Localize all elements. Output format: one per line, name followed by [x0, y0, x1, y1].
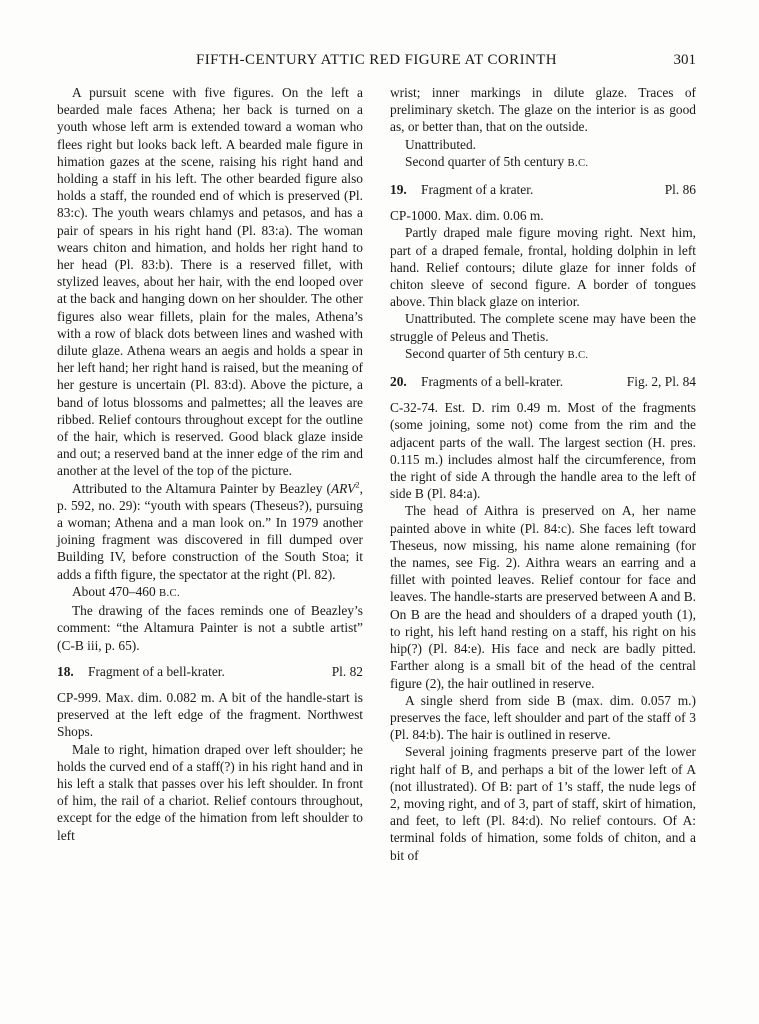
date-text: About 470–460 — [72, 583, 160, 599]
entry-19-heading — [390, 181, 696, 198]
entry-20-description-3: Several joining fragments preserve part of the lower right half of B, and perhaps a bit of the lower left of A (not illustrated). Of B: part of 1’s staff, the nude legs of 2, moving right, and of 3, part of staff, skirt of himation, and feet, to left (Pl. 84:d). No relief contours. Of A: terminal folds of himation, some folds of chiton, and a bit of — [390, 744, 696, 863]
entry-20-number: 20. — [390, 374, 407, 390]
entry-19-description: Partly draped male figure moving right. Next him, part of a draped female, frontal, holding dolphin in left hand. Relief contours; dilute glaze for inner folds of chiton sleeve of second figure. A border of tongues above. Thin black glaze on interior. — [390, 225, 696, 310]
running-head — [57, 52, 696, 72]
entry-18-unattributed: Unattributed. — [405, 136, 477, 152]
right-column — [390, 84, 696, 864]
left-column — [57, 84, 363, 864]
entry-20-plate-ref: Fig. 2, Pl. 84 — [626, 374, 696, 390]
page-number: 301 — [673, 52, 696, 68]
date-bc: B.C. — [567, 348, 589, 361]
citation-arv: ARV — [330, 480, 356, 496]
entry-19-plate-ref: Pl. 86 — [664, 182, 696, 198]
entry-20-details: C-32-74. Est. D. rim 0.49 m. Most of the fragments (some joining, some not) come from the rim and the adjacent parts of the wall. The largest section (H. pres. 0.115 m.) includes almost half the circumference, from the right of side A through the handle area to the left of side B (Pl. 84:a). — [390, 400, 696, 502]
page-title: FIFTH-CENTURY ATTIC RED FIGURE AT CORINTH — [195, 52, 557, 68]
date-bc: B.C. — [567, 156, 589, 169]
entry-18-number: 18. — [57, 663, 74, 679]
paragraph-beazley-comment: The drawing of the faces reminds one of Beazley’s comment: “the Altamura Painter is not a subtle artist” (C-B iii, p. 65). — [57, 603, 363, 653]
text-columns — [57, 84, 696, 864]
entry-20-title: Fragments of a bell-krater. — [421, 374, 564, 390]
entry-20-description-1: The head of Aithra is preserved on A, her name painted above in white (Pl. 84:c). She faces left toward Theseus, now missing, his name alone remaining (for the names, see Fig. 2). Aithra wears an earring and a fillet with pointed leaves. Relief contour for face and leaves. The handle-starts are preserved between A and B. On B are the head and shoulders of a draped youth (1), to right, his left hand resting on a staff, his right on his hip(?) (Pl. 84:e). His face and neck are badly pitted. Farther along is a small bit of the head of the central figure (2), the hair outlined in reserve. — [390, 503, 696, 691]
entry-18-plate-ref: Pl. 82 — [331, 663, 363, 679]
entry-20-description-2: A single sherd from side B (max. dim. 0.057 m.) preserves the face, left shoulder and part of the staff of 3 (Pl. 84:b). The hair is outlined in reserve. — [390, 692, 696, 743]
entry-19-title: Fragment of a krater. — [421, 182, 534, 198]
entry-19-number: 19. — [390, 182, 407, 198]
entry-19-attribution: Unattributed. The complete scene may have been the struggle of Peleus and Thetis. — [390, 311, 696, 344]
entry-18-title: Fragment of a bell-krater. — [88, 663, 225, 679]
entry-18-description: Male to right, himation draped over left shoulder; he holds the curved end of a staff(?) in his right hand and in his left a stalk that passes over his left shoulder. In front of him, the rail of a chariot. Relief contours throughout, except for the edge of the himation from left shoulder to left — [57, 741, 363, 843]
entry-19-details: CP-1000. Max. dim. 0.06 m. — [390, 208, 544, 224]
entry-18-description-continued: wrist; inner markings in dilute glaze. Traces of preliminary sketch. The glaze on the interior is as good as, or better than, that on the outside. — [390, 85, 696, 135]
entry-18-date — [390, 153, 696, 172]
paragraph-pursuit-scene: A pursuit scene with five figures. On the left a bearded male faces Athena; her back is turned on a youth whose left arm is extended toward a woman who flees right but looks back left. A bearded male figure in himation gazes at the scene, raising his right hand and holding a staff in his left. The other bearded figure also holds a staff, the rounded end of which is preserved (Pl. 83:c). The youth wears chlamys and petasos, and has a pair of spears in his right hand (Pl. 83:a). The woman wears chiton and himation, and holds her right hand to her head (Pl. 83:b). There is a reserved fillet, with stylized leaves, about her hair, with the end looped over at the back and hanging down on her shoulder. The other figures also wear fillets, plain for the males, Athena’s with a row of black dots between lines and washed with dilute glaze. Athena wears an aegis and holds a spear in her left hand; her right hand is raised, but the meaning of her gesture is uncertain (Pl. 83:d). Above the picture, a band of lotus blossoms and palmettes; all the leaves are ribbed. Relief contours throughout except for the outline of the hair, which is reserved. Good black glaze inside and out; a reserved band at the inner edge of the rim and another at the level of the top of the picture. — [57, 85, 363, 479]
entry-19-date — [390, 345, 696, 364]
entry-20-heading — [390, 373, 696, 390]
citation-arv-superscript: 2 — [355, 479, 360, 490]
entry-18-heading — [57, 663, 363, 680]
attribution-text-pre: Attributed to the Altamura Painter by Beazley ( — [72, 480, 331, 496]
date-text: Second quarter of 5th century — [405, 345, 568, 361]
attribution-text-post: , p. 592, no. 29): “youth with spears (Theseus?), pursuing a woman; Athena and a man look on.” In 1979 another joining fragment was discovered in fill dumped over Building IV, before construction of the South Stoa; it adds a fifth figure, the spectator at the right (Pl. 82). — [57, 480, 363, 582]
paragraph-date-17 — [57, 583, 363, 602]
paragraph-attribution — [57, 480, 363, 583]
date-text: Second quarter of 5th century — [405, 153, 568, 169]
entry-18-details: CP-999. Max. dim. 0.082 m. A bit of the handle-start is preserved at the left edge of the fragment. Northwest Shops. — [57, 689, 363, 740]
date-bc: B.C. — [159, 586, 180, 599]
